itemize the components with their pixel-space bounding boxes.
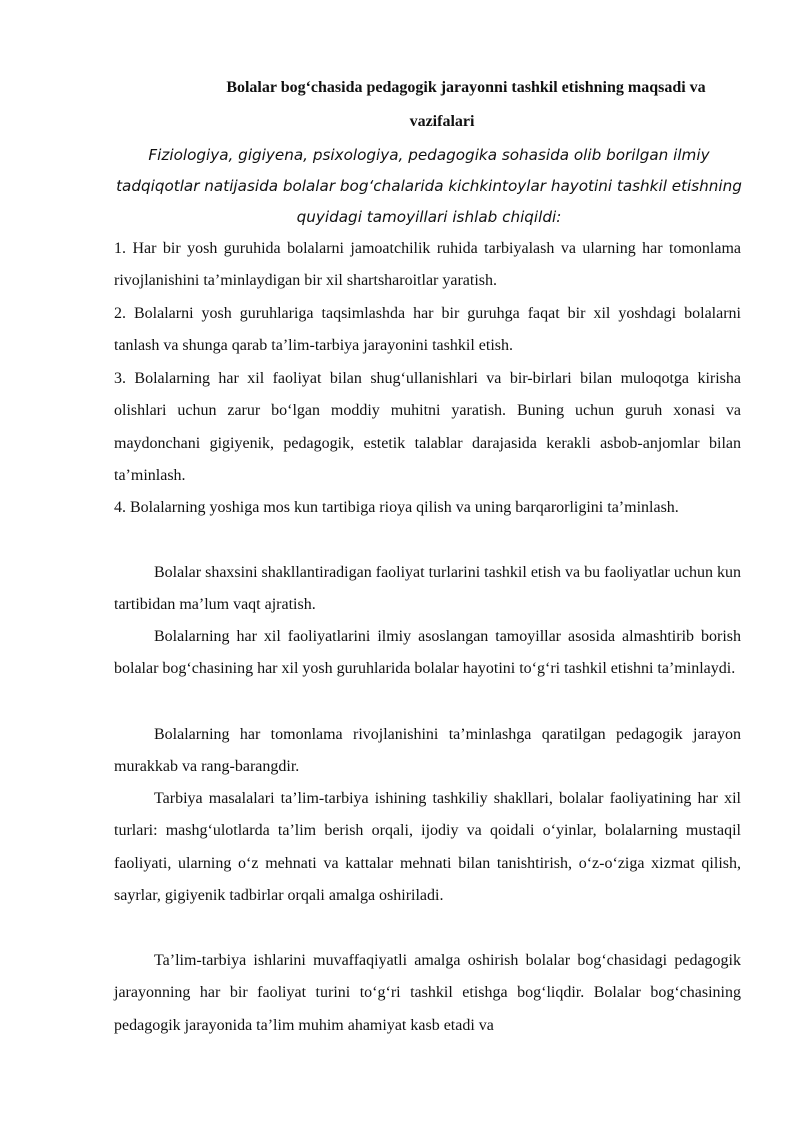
list-item-4: 4. Bolalarning yoshiga mos kun tartibiga rioya qilish va uning barqarorligini ta’minlash. bbox=[114, 499, 679, 516]
paragraph-5: Ta’lim-tarbiya ishlarini muvaffaqiyatli amalga oshirish bolalar bog‘chasidagi pedagogik jarayonning har bir faoliyat turini to‘g‘ri tashkil etishga bog‘liqdir. Bolalar bog‘chasining pedagogik jarayonida ta’lim muhim ahamiyat kasb etadi va bbox=[114, 952, 741, 1034]
list-item-1: 1. Har bir yosh guruhida bolalarni jamoatchilik ruhida tarbiyalash va ularning har tomonlama rivojlanishini ta’minlaydigan bir xil shartsharoitlar yaratish. bbox=[114, 240, 741, 290]
list-item-2: 2. Bolalarni yosh guruhlariga taqsimlashda har bir guruhga faqat bir xil yoshdagi bolalarni tanlash va shunga qarab ta’lim-tarbiya jarayonini tashkil etish. bbox=[114, 305, 741, 355]
paragraph-2: Bolalarning har xil faoliyatlarini ilmiy asoslangan tamoyillar asosida almashtirib borish bolalar bog‘chasining har xil yosh guruhlarida bolalar hayotini to‘g‘ri tashkil etishni ta’minlaydi. bbox=[114, 628, 741, 678]
document-subtitle: Fiziologiya, gigiyena, psixologiya, pedagogika sohasida olib borilgan ilmiy tadqiqotlar natijasida bolalar bog‘chalarida kichkintoylar hayotini tashkil etishning quyidagi tamoyillari ishlab chiqildi: bbox=[116, 146, 742, 226]
list-item-3: 3. Bolalarning har xil faoliyat bilan shug‘ullanishlari va bir-birlari bilan muloqotga kirisha olishlari uchun zarur bo‘lgan moddiy muhitni yaratish. Buning uchun guruh xonasi va maydonchani gigiyenik, pedagogik, estetik talablar darajasida kerakli asbob-anjomlar bilan ta’minlash. bbox=[114, 370, 741, 485]
paragraph-3: Bolalarning har tomonlama rivojlanishini ta’minlashga qaratilgan pedagogik jarayon murakkab va rang-barangdir. bbox=[114, 726, 741, 776]
paragraph-4: Tarbiya masalalari ta’lim-tarbiya ishining tashkiliy shakllari, bolalar faoliyatining har xil turlari: mashg‘ulotlarda ta’lim berish orqali, ijodiy va qoidali o‘yinlar, bolalarning mustaqil faoliyati, ularning o‘z mehnati va kattalar mehnati bilan tanishtirish, o‘z-o‘ziga xizmat qilish, sayrlar, gigiyenik tadbirlar orqali amalga oshiriladi. bbox=[114, 790, 741, 905]
paragraph-1: Bolalar shaxsini shakllantiradigan faoliyat turlarini tashkil etish va bu faoliyatlar uchun kun tartibidan ma’lum vaqt ajratish. bbox=[114, 564, 741, 614]
title-line-1: Bolalar bog‘chasida pedagogik jarayonni tashkil etishning maqsadi va bbox=[226, 79, 706, 96]
document-title bbox=[114, 71, 770, 139]
title-line-2: vazifalari bbox=[409, 113, 475, 130]
